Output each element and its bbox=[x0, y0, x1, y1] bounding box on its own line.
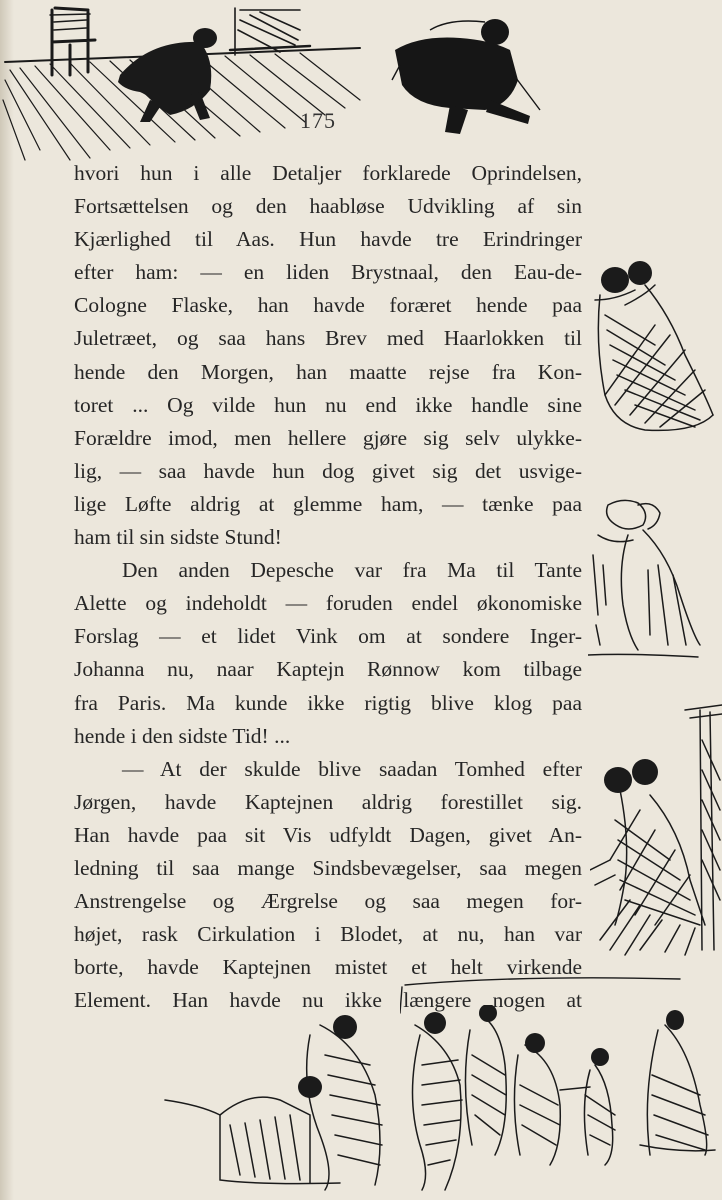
text-line: ledning til saa mange Sindsbevægelser, saa megen bbox=[74, 855, 582, 880]
text-line: Anstrengelse og Ærgrelse og saa megen for- bbox=[74, 889, 582, 914]
text-line: toret ... Og vilde hun nu end ikke handle sine bbox=[74, 392, 582, 417]
text-line: Cologne Flaske, han havde foræret hende paa bbox=[74, 293, 582, 318]
text-line: Den anden Depesche var fra Ma til Tante bbox=[122, 558, 582, 583]
text-line: Jørgen, havde Kaptejnen aldrig forestillet sig. bbox=[74, 789, 582, 814]
text-line: hvori hun i alle Detaljer forklarede Oprindelsen, bbox=[74, 161, 582, 185]
text-line: lige Løfte aldrig at glemme ham, — tænke paa bbox=[74, 491, 582, 516]
sketch-group-of-figures bbox=[160, 1005, 720, 1200]
sketch-couple-by-doorway bbox=[590, 700, 722, 962]
text-line: efter ham: — en liden Brystnaal, den Eau-de- bbox=[74, 260, 582, 285]
page-number: 175 bbox=[300, 108, 336, 133]
text-line: lig, — saa havde hun dog givet sig det usvige- bbox=[74, 458, 582, 483]
text-line: Kjærlighed til Aas. Hun havde tre Erindringer bbox=[74, 227, 582, 252]
text-line: hende den Morgen, han maatte rejse fra Kon- bbox=[74, 359, 582, 384]
sketch-woman-with-child bbox=[588, 495, 713, 660]
text-line: Juletræet, og saa hans Brev med Haarlokken til bbox=[74, 326, 582, 351]
text-line: Fortsættelsen og den haabløse Udvikling af sin bbox=[74, 194, 582, 219]
text-line: Han havde paa sit Vis udfyldt Dagen, givet An- bbox=[74, 822, 582, 847]
page-spine-shadow bbox=[0, 0, 14, 1200]
sketch-embracing-couple bbox=[585, 255, 720, 440]
text-line: — At der skulde blive saadan Tomhed efter bbox=[122, 756, 582, 781]
sketch-crouching-figure bbox=[390, 10, 550, 140]
text-line: fra Paris. Ma kunde ikke rigtig blive klog paa bbox=[74, 690, 582, 715]
text-line: Forslag — et lidet Vink om at sondere Inger- bbox=[74, 624, 582, 649]
text-line: Element. Han havde nu ikke længere nogen at bbox=[74, 988, 582, 1013]
text-line: højet, rask Cirkulation i Blodet, at nu, han var bbox=[74, 922, 582, 947]
body-text bbox=[74, 157, 582, 1017]
text-line: Johanna nu, naar Kaptejn Rønnow kom tilbage bbox=[74, 657, 582, 682]
text-line: Alette og indeholdt — foruden endel økonomiske bbox=[74, 591, 582, 616]
text-line: ham til sin sidste Stund! bbox=[74, 525, 282, 550]
text-line: borte, havde Kaptejnen mistet et helt virkende bbox=[74, 955, 582, 980]
text-line: hende i den sidste Tid! ... bbox=[74, 723, 291, 748]
text-line: Forældre imod, men hellere gjøre sig selv ulykke- bbox=[74, 425, 582, 450]
sketch-kneeling-figure-room bbox=[0, 0, 370, 175]
